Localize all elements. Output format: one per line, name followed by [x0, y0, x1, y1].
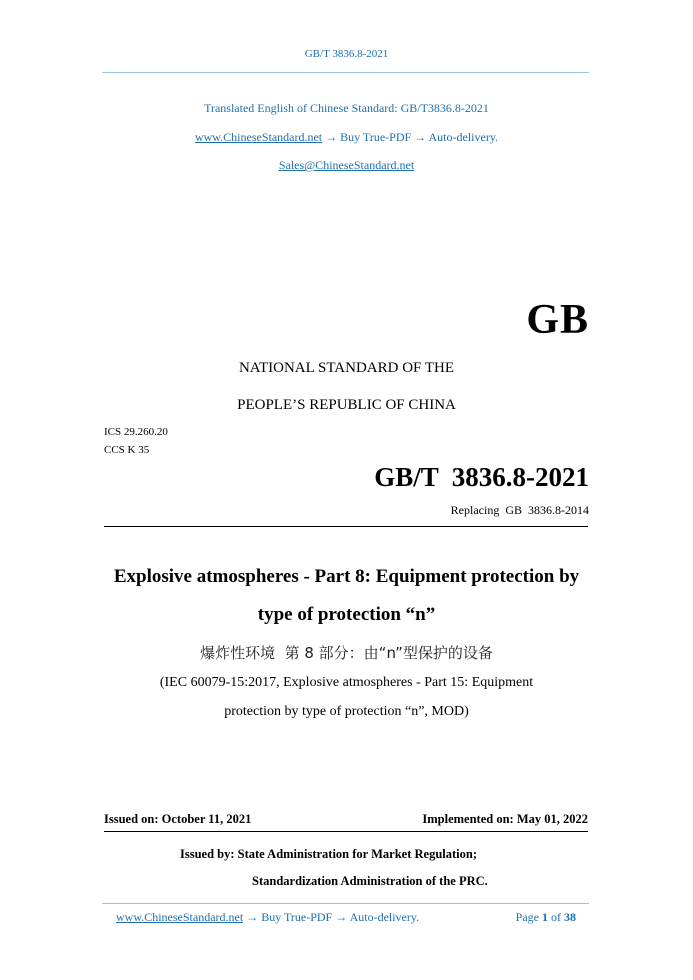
chinese-title: 爆炸性环境 第 8 部分：由“n”型保护的设备 — [200, 644, 493, 662]
title-line1: Explosive atmospheres - Part 8: Equipment protection by — [113, 566, 580, 587]
footer-promo-text: → Buy True-PDF → Auto-delivery. — [243, 910, 420, 924]
issued-by-line1: Issued by: State Administration for Market Regulation; — [180, 847, 477, 861]
gb-mark: GB — [526, 297, 589, 343]
issued-by-line2: Standardization Administration of the PRC. — [252, 874, 488, 888]
site-promo-line — [0, 130, 693, 145]
iec-reference-line1: (IEC 60079-15:2017, Explosive atmospheres - Part 15: Equipment — [159, 675, 534, 690]
site-promo-text: → Buy True-PDF → Auto-delivery. — [322, 130, 499, 144]
title-line2: type of protection “n” — [257, 604, 436, 625]
ics-code: ICS 29.260.20 — [104, 426, 168, 438]
translated-line: Translated English of Chinese Standard: GB/T3836.8-2021 — [204, 101, 489, 115]
page-label: Page — [515, 910, 539, 924]
email-line — [0, 158, 693, 173]
page-total: 38 — [564, 910, 576, 924]
of-label: of — [551, 910, 561, 924]
implemented-on-date: Implemented on: May 01, 2022 — [422, 812, 588, 826]
page-number: 1 — [542, 910, 548, 924]
dates-row — [104, 812, 588, 827]
issued-on-date: Issued on: October 11, 2021 — [104, 812, 252, 826]
ccs-code: CCS K 35 — [104, 444, 150, 456]
header-divider — [102, 72, 589, 73]
email-link[interactable]: Sales@ChineseStandard.net — [278, 158, 415, 172]
replacing-note: Replacing GB 3836.8-2014 — [450, 503, 589, 517]
national-standard-line2: PEOPLE’S REPUBLIC OF CHINA — [237, 397, 456, 413]
footer-site-link[interactable]: www.ChineseStandard.net — [116, 910, 244, 924]
iec-reference-line2: protection by type of protection “n”, MOD) — [224, 704, 469, 719]
national-standard-line1: NATIONAL STANDARD OF THE — [238, 360, 455, 376]
page-footer — [116, 910, 576, 925]
footer-divider — [102, 903, 589, 904]
dates-divider — [104, 831, 588, 832]
running-header-code: GB/T 3836.8-2021 — [304, 48, 389, 60]
page-indicator — [516, 910, 576, 925]
standard-number: GB/T 3836.8-2021 — [374, 462, 589, 492]
site-link[interactable]: www.ChineseStandard.net — [194, 130, 323, 144]
title-divider — [104, 526, 588, 527]
